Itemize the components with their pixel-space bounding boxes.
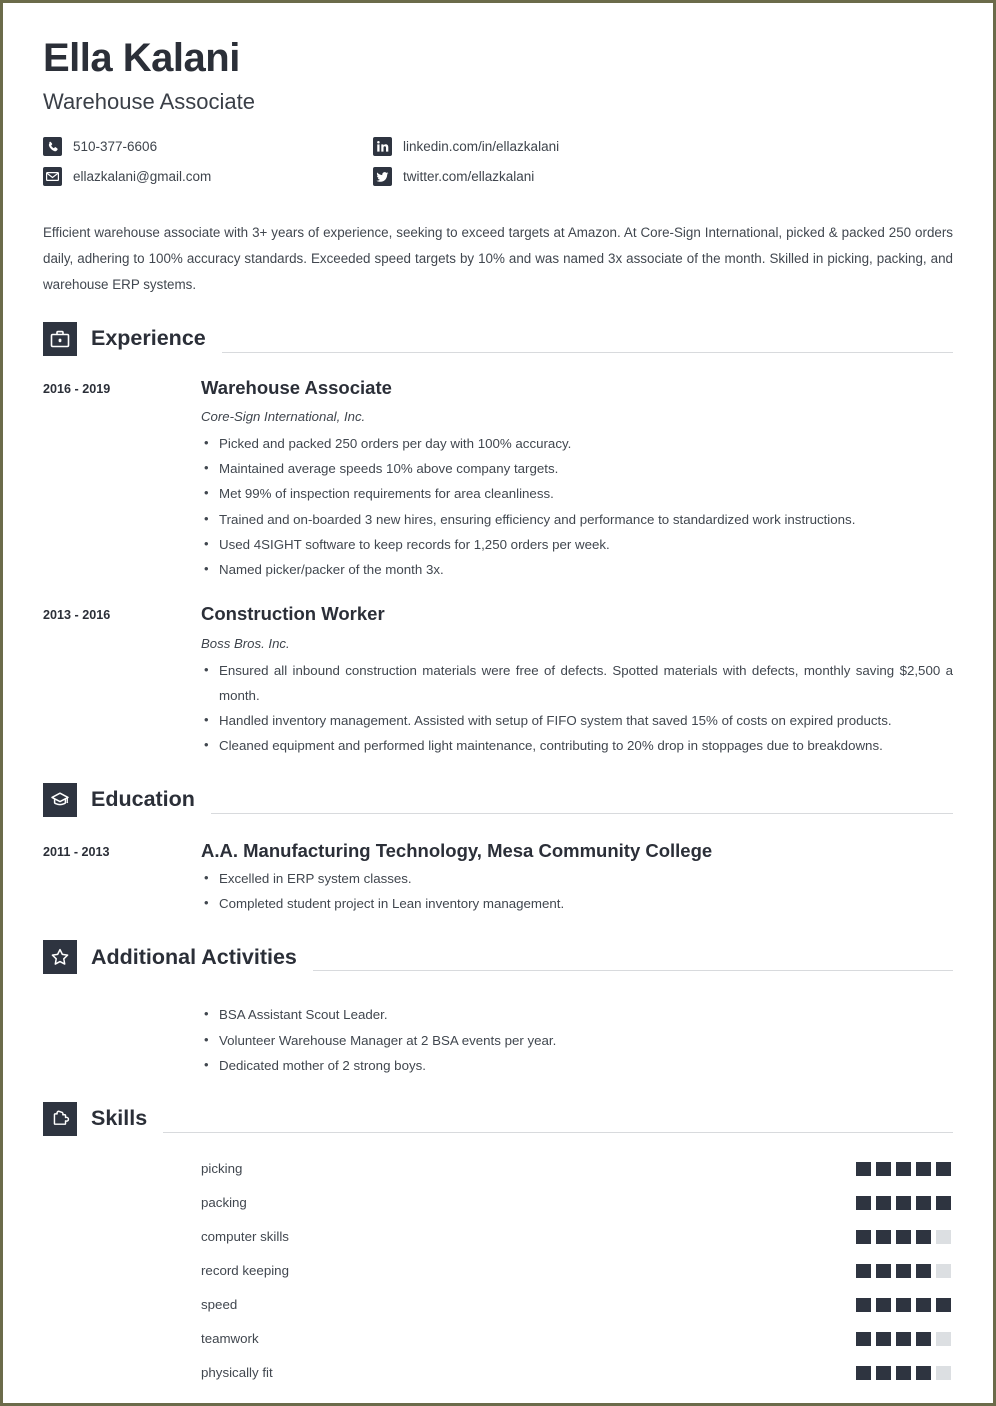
skill-square — [936, 1264, 951, 1278]
skill-label: picking — [201, 1161, 243, 1177]
list-item: • Completed student project in Lean inventory management. — [201, 891, 953, 916]
skill-square — [856, 1196, 871, 1210]
skill-square — [896, 1230, 911, 1244]
education-entry — [43, 839, 953, 917]
skill-square — [876, 1264, 891, 1278]
list-item: • Excelled in ERP system classes. — [201, 866, 953, 891]
phone-icon — [43, 137, 62, 156]
skill-square — [916, 1162, 931, 1176]
entry-dates-empty — [43, 996, 201, 1078]
skill-square — [856, 1332, 871, 1346]
skill-square — [936, 1366, 951, 1380]
skill-square — [856, 1298, 871, 1312]
skill-square — [856, 1230, 871, 1244]
resume-header — [43, 37, 953, 115]
list-item: • Cleaned equipment and performed light maintenance, contributing to 20% drop in stoppages due to breakdowns. — [201, 733, 953, 758]
list-item: • Dedicated mother of 2 strong boys. — [201, 1053, 953, 1078]
contact-twitter[interactable] — [373, 167, 953, 186]
skill-rating — [856, 1298, 951, 1312]
skill-square — [876, 1298, 891, 1312]
skill-square — [916, 1366, 931, 1380]
contact-email[interactable] — [43, 167, 373, 186]
skill-square — [916, 1332, 931, 1346]
contact-twitter-text: twitter.com/ellazkalani — [403, 169, 535, 185]
skill-label: packing — [201, 1195, 247, 1211]
experience-entry — [43, 602, 953, 758]
section-title-experience: Experience — [91, 325, 206, 350]
skill-square — [896, 1264, 911, 1278]
professional-summary: Efficient warehouse associate with 3+ years of experience, seeking to exceed targets at Amazon. At Core-Sign International, picked & packed 250 orders daily, adhering to 100% accuracy standards. Exceeded speed targets by 10% and was named 3x associate of the month. Skilled in picking, packing, and warehouse ERP systems. — [43, 225, 953, 292]
list-item: • Named picker/packer of the month 3x. — [201, 557, 953, 582]
twitter-icon — [373, 167, 392, 186]
puzzle-piece-icon — [43, 1102, 77, 1136]
section-divider — [222, 352, 953, 353]
list-item: • Trained and on-boarded 3 new hires, ensuring efficiency and performance to standardized work instructions. — [201, 507, 953, 532]
entry-dates: 2016 - 2019 — [43, 381, 111, 396]
section-header-experience — [43, 322, 953, 356]
entry-company: Core-Sign International, Inc. — [201, 408, 366, 424]
skill-square — [936, 1332, 951, 1346]
skills-list — [43, 1152, 953, 1390]
list-item: • Used 4SIGHT software to keep records for 1,250 orders per week. — [201, 532, 953, 557]
section-divider — [163, 1132, 953, 1133]
list-item: • Ensured all inbound construction materials were free of defects. Spotted materials with defects, monthly saving $2,500 a month. — [201, 658, 953, 709]
skill-label: record keeping — [201, 1263, 289, 1279]
entry-bullet-list — [201, 658, 953, 759]
email-icon — [43, 167, 62, 186]
contact-list — [43, 137, 953, 186]
skill-rating — [856, 1264, 951, 1278]
section-divider — [313, 970, 953, 971]
section-title-skills: Skills — [91, 1106, 148, 1131]
entry-job-title: Construction Worker — [201, 603, 385, 625]
activities-entry — [43, 996, 953, 1078]
section-divider — [211, 813, 953, 814]
experience-entry — [43, 376, 953, 583]
skill-label: teamwork — [201, 1331, 259, 1347]
section-title-activities: Additional Activities — [91, 944, 297, 969]
list-item: • Volunteer Warehouse Manager at 2 BSA events per year. — [201, 1028, 953, 1053]
skill-square — [936, 1162, 951, 1176]
skill-rating — [856, 1162, 951, 1176]
list-item: • BSA Assistant Scout Leader. — [201, 1002, 953, 1027]
contact-phone — [43, 137, 373, 156]
skill-square — [916, 1298, 931, 1312]
skill-square — [876, 1162, 891, 1176]
skill-square — [856, 1264, 871, 1278]
contact-linkedin[interactable] — [373, 137, 953, 156]
section-header-skills — [43, 1102, 953, 1136]
skill-label: computer skills — [201, 1229, 289, 1245]
entry-dates: 2011 - 2013 — [43, 844, 110, 859]
activities-bullet-list — [201, 1002, 953, 1078]
skill-row — [43, 1220, 953, 1254]
skill-row — [43, 1186, 953, 1220]
skill-square — [896, 1366, 911, 1380]
candidate-job-title: Warehouse Associate — [43, 89, 255, 114]
linkedin-icon — [373, 137, 392, 156]
skill-row — [43, 1288, 953, 1322]
skill-rating — [856, 1332, 951, 1346]
skill-square — [936, 1196, 951, 1210]
candidate-name: Ella Kalani — [43, 36, 240, 80]
skill-rating — [856, 1196, 951, 1210]
skill-square — [876, 1332, 891, 1346]
list-item: • Maintained average speeds 10% above company targets. — [201, 456, 953, 481]
skill-square — [936, 1230, 951, 1244]
skill-square — [896, 1162, 911, 1176]
contact-email-text: ellazkalani@gmail.com — [73, 169, 212, 185]
skill-square — [876, 1230, 891, 1244]
entry-job-title: Warehouse Associate — [201, 376, 392, 398]
entry-degree: A.A. Manufacturing Technology, Mesa Community College — [201, 839, 713, 861]
skill-square — [936, 1298, 951, 1312]
skill-square — [896, 1298, 911, 1312]
star-icon — [43, 940, 77, 974]
skill-row — [43, 1254, 953, 1288]
graduation-cap-icon — [43, 783, 77, 817]
skill-row — [43, 1322, 953, 1356]
skill-row — [43, 1152, 953, 1186]
briefcase-icon — [43, 322, 77, 356]
skill-square — [876, 1366, 891, 1380]
skill-square — [876, 1196, 891, 1210]
entry-bullet-list — [201, 866, 953, 917]
list-item: • Picked and packed 250 orders per day with 100% accuracy. — [201, 431, 953, 456]
skill-square — [896, 1196, 911, 1210]
section-header-activities — [43, 940, 953, 974]
skill-row — [43, 1356, 953, 1390]
contact-linkedin-text: linkedin.com/in/ellazkalani — [403, 139, 560, 155]
contact-phone-text: 510-377-6606 — [73, 139, 158, 155]
skill-square — [856, 1366, 871, 1380]
section-title-education: Education — [91, 786, 195, 811]
skill-square — [896, 1332, 911, 1346]
skill-square — [916, 1230, 931, 1244]
skill-square — [916, 1196, 931, 1210]
list-item: • Handled inventory management. Assisted with setup of FIFO system that saved 15% of costs on expired products. — [201, 708, 953, 733]
list-item: • Met 99% of inspection requirements for area cleanliness. — [201, 481, 953, 506]
skill-label: physically fit — [201, 1365, 273, 1381]
entry-bullet-list — [201, 431, 953, 583]
skill-square — [916, 1264, 931, 1278]
entry-company: Boss Bros. Inc. — [201, 635, 290, 651]
skill-rating — [856, 1230, 951, 1244]
skill-label: speed — [201, 1297, 238, 1313]
skill-square — [856, 1162, 871, 1176]
skill-rating — [856, 1366, 951, 1380]
entry-dates: 2013 - 2016 — [43, 608, 111, 623]
section-header-education — [43, 783, 953, 817]
